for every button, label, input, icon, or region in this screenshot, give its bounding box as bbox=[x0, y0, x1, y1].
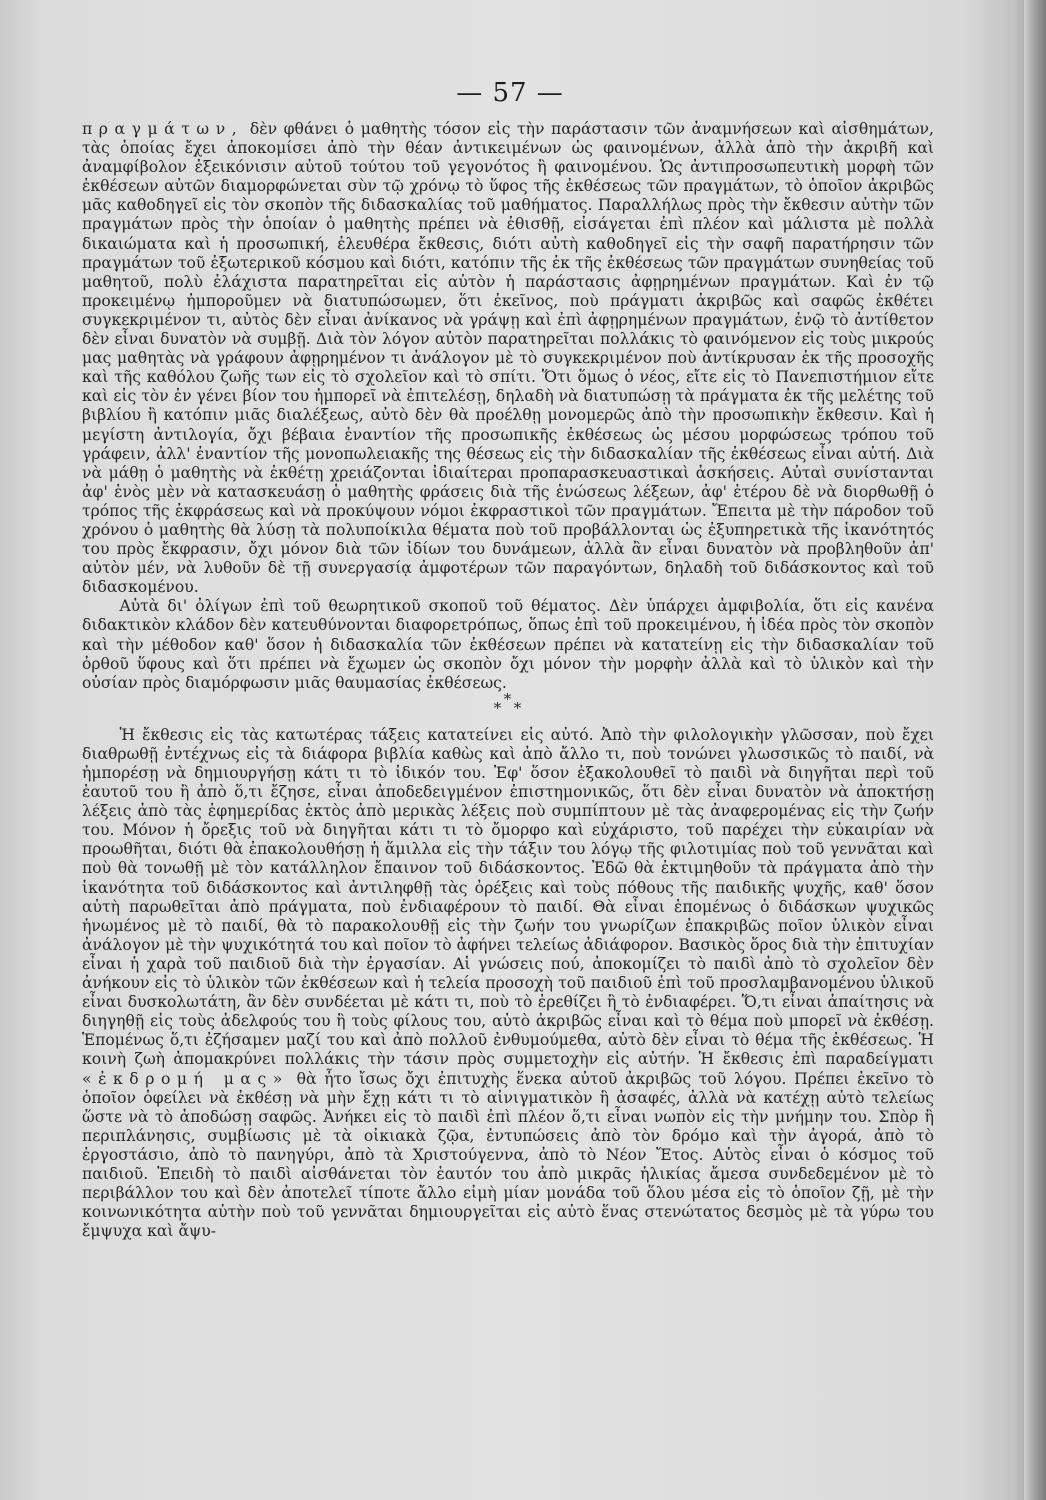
book-spine-shadow bbox=[1024, 0, 1046, 1500]
page-number: — 57 — bbox=[456, 78, 564, 108]
paragraph-3-text-after: θὰ ἦτο ἴσως ὄχι ἐπιτυχὴς ἕνεκα αὐτοῦ ἀκριβῶς τοῦ λόγου. Πρέπει ἐκεῖνο τὸ ὁποῖον ὀφείλει νὰ ἐκθέσῃ νὰ μὴν ἔχῃ κάτι τι τὸ αἰνιγματικὸν ἢ ἀσαφές, ἀλλὰ νὰ κατέχῃ αὐτὸ τελείως ὥστε νὰ τὸ ἀποδώσῃ σαφῶς. Ἀνήκει εἰς τὸ παιδὶ ἐπὶ πλέον ὅ,τι εἶναι νωπὸν εἰς τὴν μνήμην του. Σπὸρ ἢ περιπλάνησις, συμβίωσις μὲ τὰ οἰκιακὰ ζῷα, ἐντυπώσεις ἀπὸ τὸν δρόμο καὶ τὴν ἀγορά, ἀπὸ τὸ ἐργοστάσιο, ἀπὸ τὸ πανηγύρι, ἀπὸ τὰ Χριστούγεννα, ἀπὸ τὸ Νέον Ἔτος. Αὐτὸς εἶναι ὁ κόσμος τοῦ παιδιοῦ. Ἐπειδὴ τὸ παιδὶ αἰσθάνεται τὸν ἑαυτόν του ἀπὸ μικρᾶς ἡλικίας ἄμεσα συνδεδεμένον μὲ τὸ περιβάλλον του καὶ δὲν ἀποτελεῖ τίποτε ἄλλο εἰμὴ μίαν μονάδα τοῦ ὅλου μέσα εἰς τὸ ὁποῖον ζῇ, μὲ τὴν κοινωνικότητα αὐτὴν ποὺ τοῦ γεννᾶται δημιουργεῖται εἰς αὐτὸ ἕνας στενώτατος δεσμὸς μὲ τὰ γύρω του ἔμψυχα καὶ ἄψυ- bbox=[82, 1069, 934, 1241]
section-separator bbox=[82, 689, 934, 717]
paragraph-1 bbox=[82, 120, 934, 597]
body-text bbox=[82, 120, 934, 1241]
paragraph-3-text-before: Ἡ ἔκθεσις εἰς τὰς κατωτέρας τάξεις κατατείνει εἰς αὐτό. Ἀπὸ τὴν φιλολογικὴν γλῶσσαν, ποὺ ἔχει διαθρωθῇ ἐντέχνως εἰς τὰ διάφορα βιβλία καθὼς καὶ ἀπὸ ἄλλο τι, ποὺ τονώνει γλωσσικῶς τὸ παιδί, νὰ ἠμπορέσῃ νὰ δημιουργήσῃ κάτι τι τὸ ἰδικόν του. Ἐφ' ὅσον ἐξακολουθεῖ τὸ παιδὶ νὰ διηγῆται περὶ τοῦ ἑαυτοῦ του ἢ ἀπὸ ὅ,τι ἔζησε, εἶναι ἀποδεδειγμένον ἐπιστημονικῶς, ὅτι δὲν εἶναι δυνατὸν νὰ ἀποκτήσῃ λέξεις ἀπὸ τὰς ἐφημερίδας ἐκτὸς ἀπὸ μερικὰς λέξεις ποὺ συμπίπτουν μὲ τὰς ἀναφερομένας εἰς τὴν ζωήν του. Μόνον ἡ ὄρεξις τοῦ νὰ διηγῆται κάτι τι τὸ ὄμορφο καὶ εὐχάριστο, τοῦ παρέχει τὴν εὐκαιρίαν νὰ προωθῆται, διότι θὰ ἐπακολουθήσῃ ἡ ἅμιλλα εἰς τὴν τάξιν του λόγῳ τῆς φιλοτιμίας ποὺ τοῦ γεννᾶται καὶ ποὺ θὰ τονωθῇ μὲ τὸν κατάλληλον ἔπαινον τοῦ διδάσκοντος. Ἐδῶ θὰ ἐκτιμηθοῦν τὰ πράγματα ἀπὸ τὴν ἱκανότητα τοῦ διδάσκοντος καὶ ἀντιληφθῇ τὰς ὀρέξεις καὶ τοὺς πόθους τῆς παιδικῆς ψυχῆς, καθ' ὅσον αὐτὴ παρωθεῖται ἀπὸ πράγματα, ποὺ ἐνδιαφέρουν τὸ παιδί. Θὰ εἶναι ἑπομένως ὁ διδάσκων ψυχικῶς ἡνωμένος μὲ τὸ παιδί, θὰ τὸ παρακολουθῇ εἰς τὴν ζωήν του γνωρίζων ἐπακριβῶς ποῖον ὑλικὸν εἶναι ἀνάλογον μὲ τὴν ψυχικότητά του καὶ ποῖον τὸ ἀφήνει τελείως ἀδιάφορον. Βασικὸς ὅρος διὰ τὴν ἐπιτυχίαν εἶναι ἡ χαρὰ τοῦ παιδιοῦ διὰ τὴν ἐργασίαν. Αἱ γνώσεις πού, ἀποκομίζει τὸ παιδὶ ἀπὸ τὸ σχολεῖον δὲν ἀνήκουν εἰς τὸ ὑλικὸν τῶν ἐκθέσεων καὶ ἡ τελεία προσοχὴ τοῦ παιδιοῦ ἐπὶ τοῦ προσλαμβανομένου ὑλικοῦ εἶναι δυσκολωτάτη, ἂν δὲν συνδέεται μὲ κάτι τι, ποὺ τὸ ἐρεθίζει ἢ τὸ ἐνδιαφέρει. Ὅ,τι εἶναι ἀπαίτησις νὰ διηγηθῇ εἰς τοὺς ἀδελφούς του ἢ τοὺς φίλους του, αὐτὸ ἀκριβῶς εἶναι καὶ τὸ θέμα ποὺ μπορεῖ νὰ ἐκθέσῃ. Ἑπομένως ὅ,τι ἐζήσαμεν μαζί του καὶ ἀπὸ πολλοῦ ἐνθυμούμεθα, αὐτὸ δὲν εἶναι τὸ θέμα τῆς ἐκθέσεως. Ἡ κοινὴ ζωὴ ἀπομακρύνει πολλάκις τὴν τάσιν πρὸς συμμετοχὴν εἰς αὐτήν. Ἡ ἔκθεσις ἐπὶ παραδείγματι bbox=[82, 725, 934, 1069]
spaced-lead-word: πραγμάτων, bbox=[82, 120, 244, 138]
paragraph-3 bbox=[82, 726, 934, 1242]
separator-asterisks: * * * bbox=[493, 689, 523, 717]
spaced-quoted-title: «ἐκδρομή μας» bbox=[82, 1069, 289, 1088]
paragraph-2: Αὐτὰ δι' ὀλίγων ἐπὶ τοῦ θεωρητικοῦ σκοποῦ τοῦ θέματος. Δὲν ὑπάρχει ἀμφιβολία, ὅτι εἰς κανένα διδακτικὸν κλάδον δὲν κατευθύνονται διαφορετρόπως, ὅπως ἐπὶ τοῦ προκειμένου, ἡ ἰδέα πρὸς τὸν σκοπὸν καὶ τὴν μέθοδον καθ' ὅσον ἡ διδασκαλία τῶν ἐκθέσεων πρέπει νὰ κατατείνῃ εἰς τὴν διδασκαλίαν τοῦ ὀρθοῦ ὕφους καὶ ὅτι πρέπει νὰ ἔχωμεν ὡς σκοπὸν ὄχι μόνον τὴν μορφὴν ἀλλὰ καὶ τὸ ὑλικὸν καὶ τὴν οὐσίαν πρὸς διαμόρφωσιν μιᾶς θαυμασίας ἐκθέσεως. bbox=[82, 597, 934, 692]
paragraph-1-text: δὲν φθάνει ὁ μαθητὴς τόσον εἰς τὴν παράστασιν τῶν ἀναμνήσεων καὶ αἰσθημάτων, τὰς ὁποίας ἔχει ἀποκομίσει ἀπὸ τὴν θέαν ἀντικειμένων ὡς φαινομένων, ἀλλὰ ἀπὸ τὴν ἀκριβῆ καὶ ἀναμφίβολον ἐξεικόνισιν αὐτοῦ τούτου τοῦ γεγονότος ἢ φαινομένου. Ὡς ἀντιπροσωπευτικὴ μορφὴ τῶν ἐκθέσεων αὐτῶν διαμορφώνεται σὺν τῷ χρόνῳ τὸ ὕφος τῆς ἐκθέσεως τῶν πραγμάτων, τὸ ὁποῖον ἀκριβῶς μᾶς καθοδηγεῖ εἰς τὸν σκοπὸν τῆς διδασκαλίας τοῦ μαθήματος. Παραλλήλως πρὸς τὴν ἔκθεσιν αὐτὴν τῶν πραγμάτων πρὸς τὴν ὁποίαν ὁ μαθητὴς πρέπει νὰ ἐθισθῇ, εἰσάγεται ἐπὶ πλέον καὶ μάλιστα μὲ πολλὰ δικαιώματα καὶ ἡ προσωπική, ἐλευθέρα ἔκθεσις, διότι αὐτὴ καθοδηγεῖ εἰς τὴν σαφῆ παρατήρησιν τῶν πραγμάτων τοῦ ἐξωτερικοῦ κόσμου καὶ διότι, κατόπιν τῆς ἐκ τῆς ἐκθέσεως τῶν πραγμάτων συνηθείας τοῦ μαθητοῦ, πολὺ ἐλάχιστα παρατηρεῖται εἰς αὐτὸν ἡ παράστασις ἀφῃρημένων πραγμάτων. Καὶ ἐν τῷ προκειμένῳ ἠμποροῦμεν νὰ διατυπώσωμεν, ὅτι ἐκεῖνος, ποὺ πράγματι ἀκριβῶς καὶ σαφῶς ἐκθέτει συγκεκριμένον τι, αὐτὸς δὲν εἶναι ἀνίκανος νὰ γράψῃ καὶ ἐπὶ ἀφῃρημένων πραγμάτων, ἐνῷ τὸ ἀντίθετον δὲν εἶναι δυνατὸν νὰ συμβῇ. Διὰ τὸν λόγον αὐτὸν παρατηρεῖται πολλάκις τὸ φαινόμενον εἰς τοὺς μικρούς μας μαθητὰς νὰ γράφουν ἀφῃρημένον τι ἀνάλογον μὲ τὸ συγκεκριμένον ποὺ ἀντίκρυσαν ἐκ τῆς προσοχῆς καὶ τῆς καθόλου ζωῆς των εἰς τὸ σχολεῖον καὶ τὸ σπίτι. Ὅτι ὅμως ὁ νέος, εἴτε εἰς τὸ Πανεπιστήμιον εἴτε καὶ εἰς τὸν ἐν γένει βίον του ἠμπορεῖ νὰ ἐπιτελέσῃ, δηλαδὴ νὰ διατυπώσῃ τὰ πράγματα ἐκ τῆς μελέτης τοῦ βιβλίου ἢ κατόπιν μιᾶς διαλέξεως, αὐτὸ δὲν θὰ προέλθῃ μονομερῶς ἀπὸ τὴν προσωπικὴν ἔκθεσιν. Καὶ ἡ μεγίστη ἀντιλογία, ὄχι βέβαια ἐναντίον τῆς προσωπικῆς ἐκθέσεως ὡς μέσου μορφώσεως τρόπου τοῦ γράφειν, ἀλλ' ἐναντίον τῆς μονοπωλειακῆς της θέσεως εἰς τὴν διδασκαλίαν τῆς ἐκθέσεως εἶναι αὐτή. Διὰ νὰ μάθῃ ὁ μαθητὴς νὰ ἐκθέτῃ χρειάζονται ἰδιαίτεραι προπαρασκευαστικαὶ ἀσκήσεις. Αὐταὶ συνίστανται ἀφ' ἑνὸς μὲν νὰ κατασκευάσῃ ὁ μαθητὴς φράσεις διὰ τῆς ἑνώσεως λέξεων, ἀφ' ἑτέρου δὲ νὰ διορθωθῇ ὁ τρόπος τῆς ἐκφράσεως καὶ νὰ προκύψουν νόμοι ἐκφραστικοὶ τῶν πραγμάτων. Ἔπειτα μὲ τὴν πάροδον τοῦ χρόνου ὁ μαθητὴς θὰ λύσῃ τὰ πολυποίκιλα θέματα ποὺ τοῦ προβάλλονται ὡς ἐξυπηρετικὰ τῆς ἱκανότητός του πρὸς ἔκφρασιν, ὄχι μόνον διὰ τῶν ἰδίων του δυνάμεων, ἀλλὰ ἂν εἶναι δυνατὸν νὰ προβληθοῦν ἀπ' αὐτὸν μέν, νὰ λυθοῦν δὲ τῇ συνεργασίᾳ ἀμφοτέρων τῶν παραγόντων, δηλαδὴ τοῦ διδάσκοντος καὶ τοῦ διδασκομένου. bbox=[82, 120, 934, 597]
